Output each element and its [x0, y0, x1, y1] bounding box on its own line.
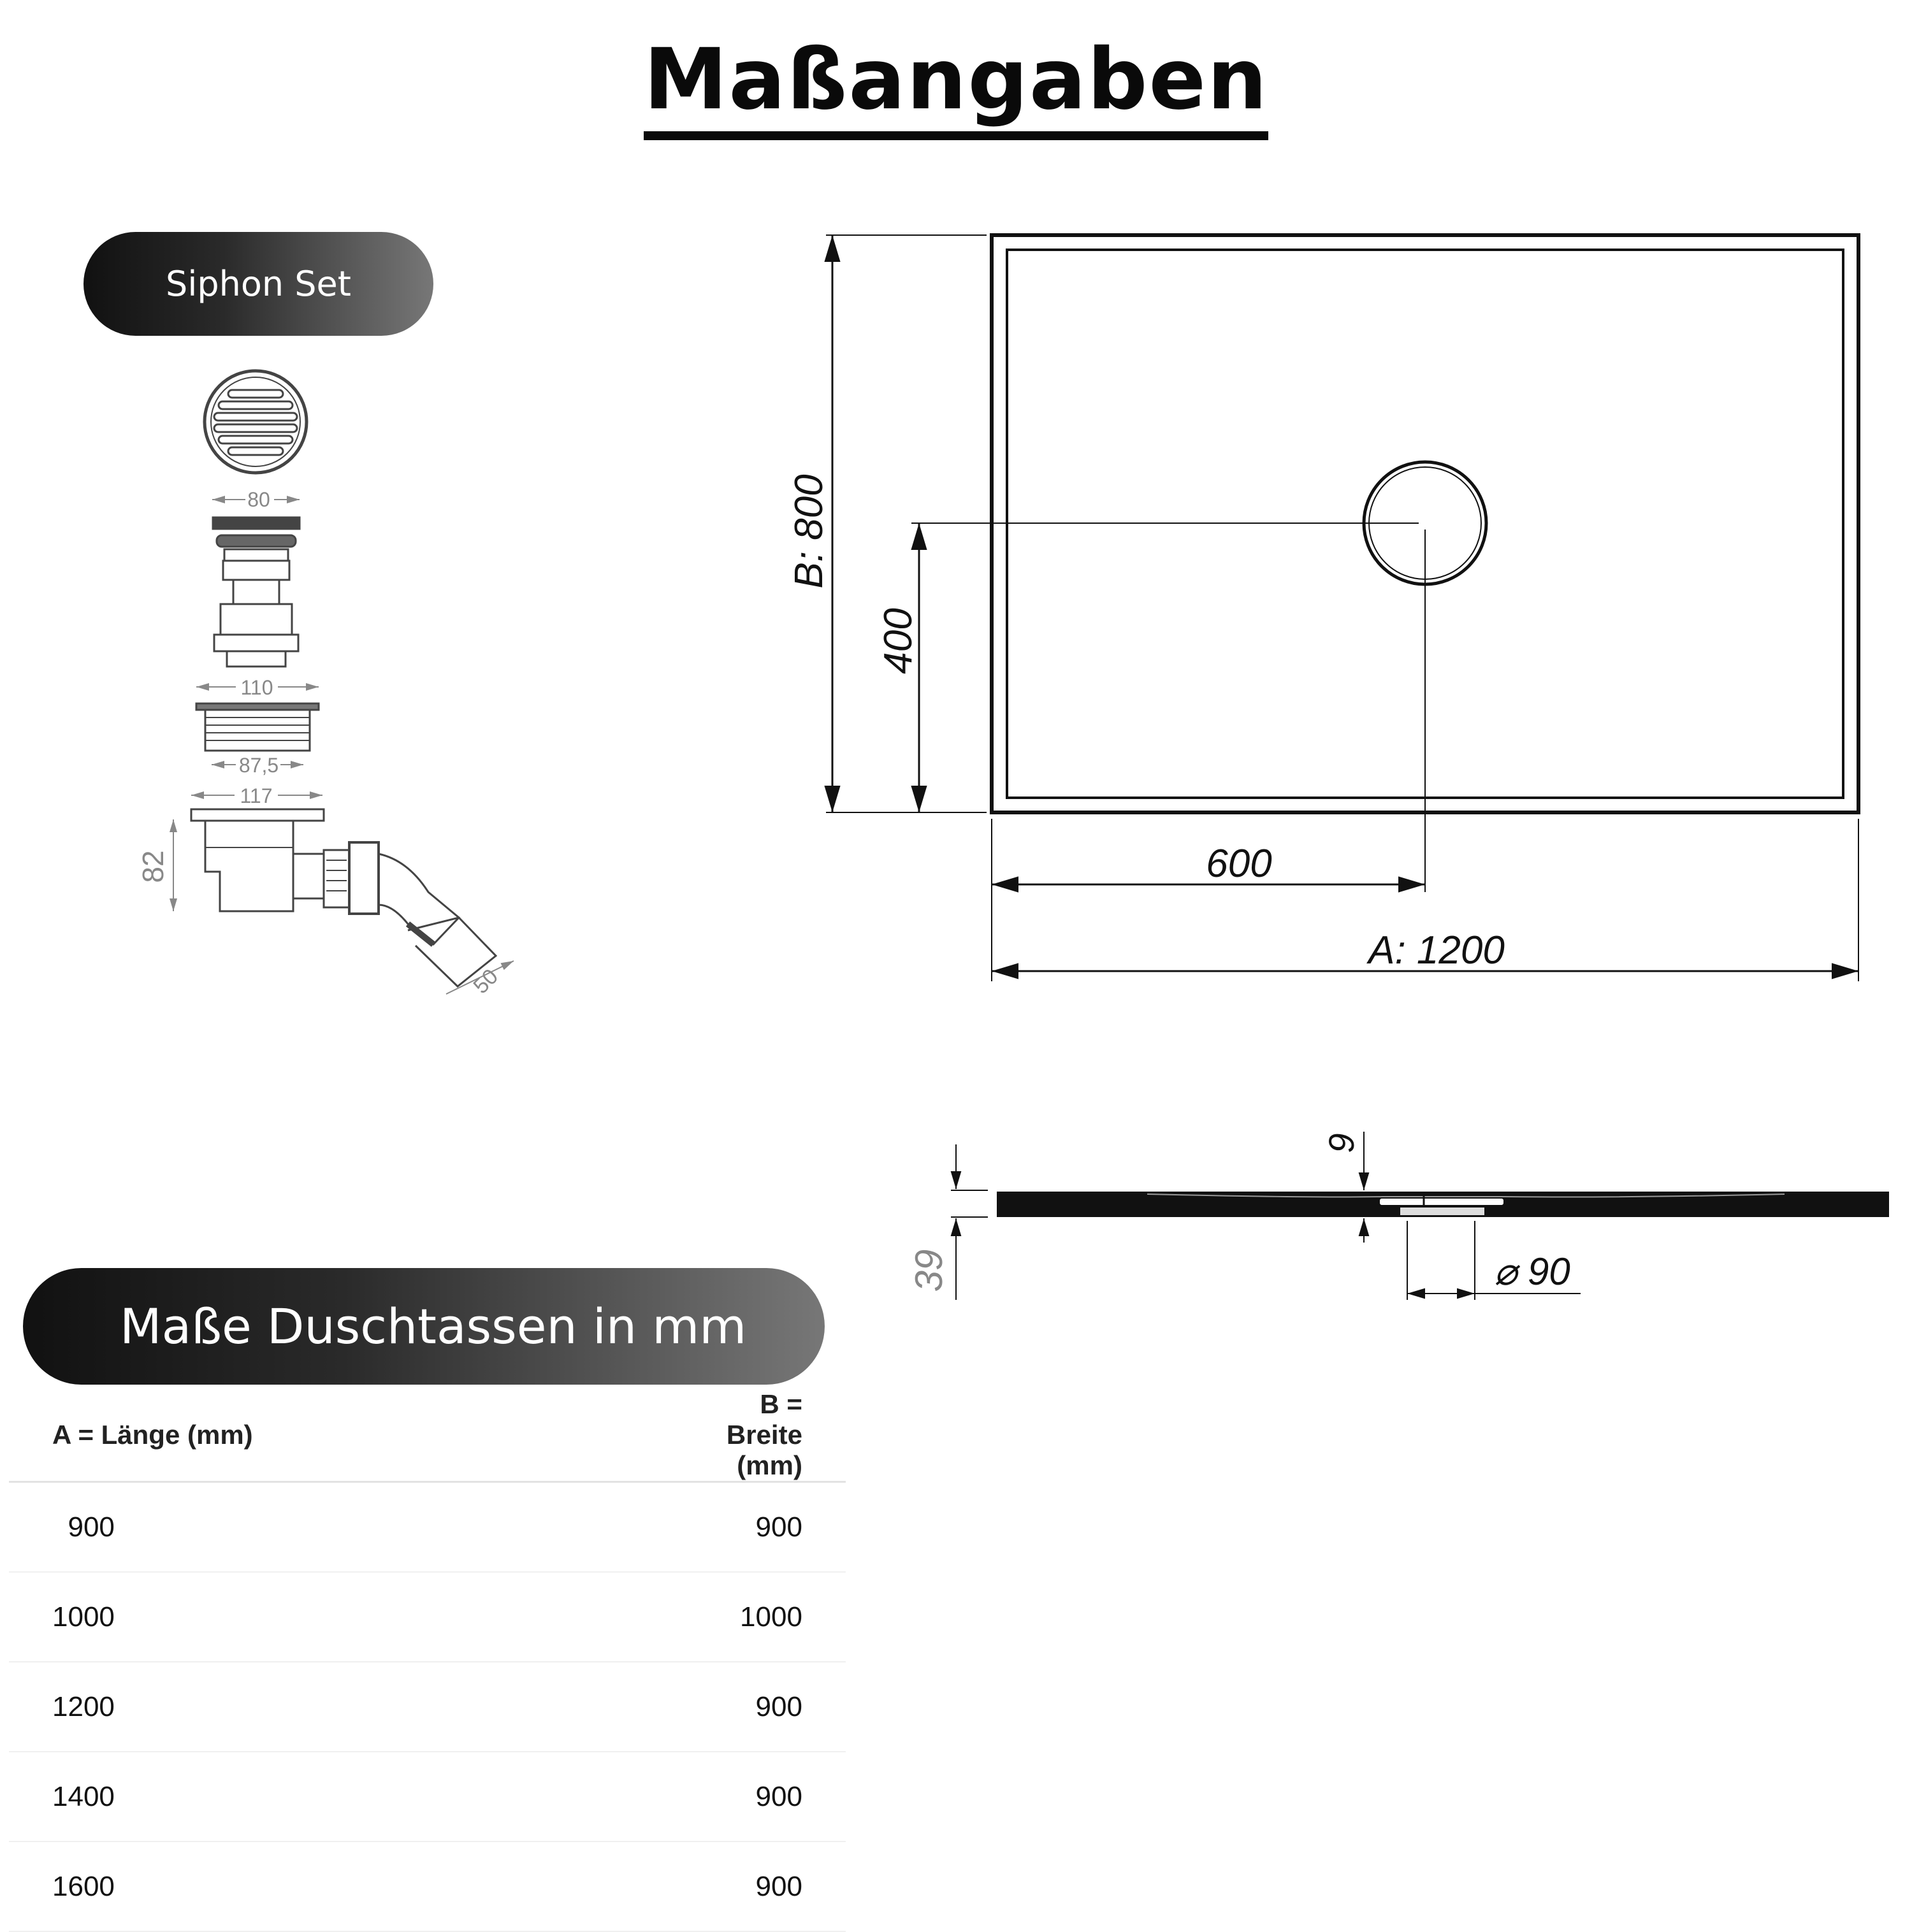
- siphon-set-badge: Siphon Set: [83, 232, 433, 336]
- dimensions-table: [9, 1389, 846, 1932]
- tray-side-profile: [908, 1132, 1889, 1300]
- profile-dim-height: 39: [908, 1249, 950, 1292]
- siphon-ring: [196, 703, 319, 751]
- table-header-row: [9, 1389, 846, 1482]
- table-row: [9, 1752, 846, 1842]
- siphon-drawing: [136, 371, 514, 998]
- siphon-dim-82: 82: [136, 850, 170, 883]
- column-header-length: A = Länge (mm): [9, 1389, 683, 1482]
- cell-width: 900: [683, 1752, 846, 1842]
- plan-dim-width: B: 800: [787, 474, 831, 589]
- table-row: [9, 1842, 846, 1931]
- profile-dim-rim: 9: [1321, 1133, 1361, 1153]
- profile-dim-drain-diameter: ⌀ 90: [1494, 1250, 1570, 1293]
- cell-width: 1000: [683, 1572, 846, 1662]
- table-row: [9, 1482, 846, 1573]
- plan-dim-drain-y: 400: [876, 608, 920, 674]
- column-header-width: B = Breite (mm): [683, 1389, 846, 1482]
- siphon-dim-50: 50: [468, 964, 503, 999]
- siphon-trap-body: [191, 809, 496, 986]
- siphon-upper-part: [213, 517, 300, 667]
- cell-width: 900: [683, 1842, 846, 1931]
- cell-length: 900: [9, 1482, 683, 1573]
- cell-length: 1000: [9, 1572, 683, 1662]
- siphon-dim-117: 117: [240, 784, 273, 807]
- siphon-dim-87-5: 87,5: [238, 754, 279, 777]
- cell-width: 900: [683, 1662, 846, 1752]
- table-title-badge: Maße Duschtassen in mm: [23, 1268, 825, 1385]
- cell-length: 1200: [9, 1662, 683, 1752]
- table-row: [9, 1572, 846, 1662]
- cell-length: 1400: [9, 1752, 683, 1842]
- drain-grate-icon: [205, 371, 307, 473]
- page-title: Maßangaben: [0, 31, 1912, 140]
- siphon-dim-80: 80: [247, 488, 270, 511]
- cell-width: 900: [683, 1482, 846, 1573]
- tray-plan-view: [787, 235, 1858, 981]
- siphon-dim-110: 110: [240, 676, 273, 699]
- plan-dim-drain-x: 600: [1206, 842, 1272, 886]
- plan-dim-length: A: 1200: [1368, 928, 1505, 972]
- cell-length: 1600: [9, 1842, 683, 1931]
- table-row: [9, 1662, 846, 1752]
